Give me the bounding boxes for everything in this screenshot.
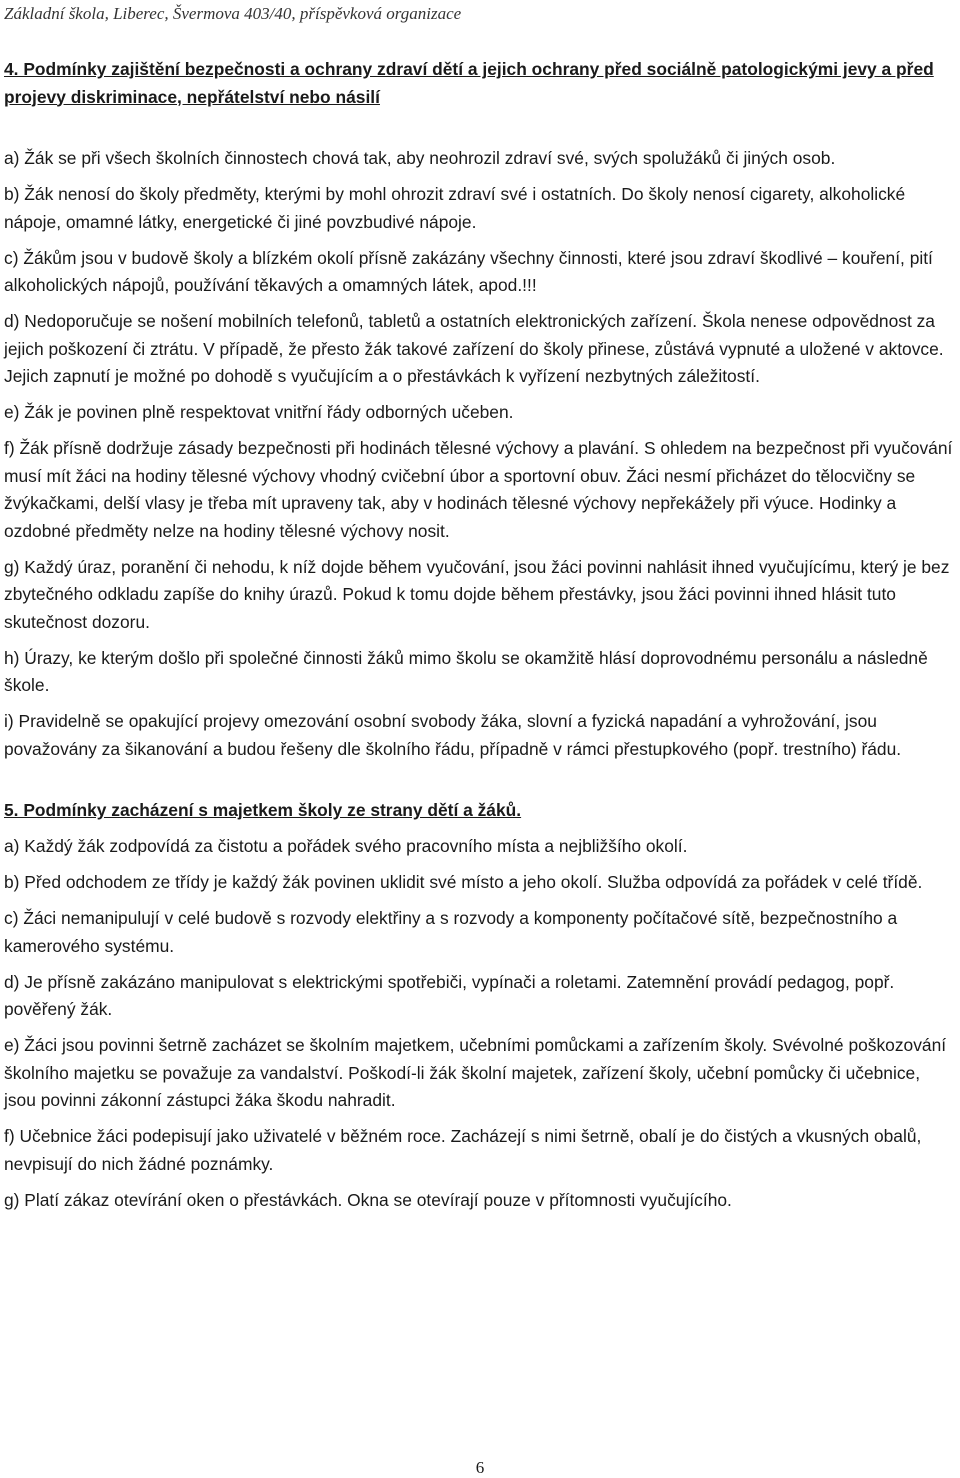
section-4-item-h: h) Úrazy, ke kterým došlo při společné činnosti žáků mimo školu se okamžitě hlásí doprovodnému personálu a následně škole. [4, 647, 928, 695]
section-5-item-d: d) Je přísně zakázáno manipulovat s elektrickými spotřebiči, vypínači a roletami. Zatemnění provádí pedagog, popř. pověřený žák. [4, 971, 895, 1019]
section-4-item-b: b) Žák nenosí do školy předměty, kterými by mohl ohrozit zdraví své i ostatních. Do školy nenosí cigarety, alkoholické nápoje, omamné látky, energetické či jiné povzbudivé nápoje. [4, 184, 906, 232]
section-4-item-e: e) Žák je povinen plně respektovat vnitřní řády odborných učeben. [4, 402, 514, 422]
running-header: Základní škola, Liberec, Švermova 403/40, příspěvková organizace [4, 4, 462, 23]
section-5-item-f: f) Učebnice žáci podepisují jako uživatelé v běžném roce. Zacházejí s nimi šetrně, obalí je do čistých a vkusných obalů, nevpisují do nich žádné poznámky. [4, 1126, 922, 1174]
section-4-item-g: g) Každý úraz, poranění či nehodu, k níž dojde během vyučování, jsou žáci povinni nahlásit ihned vyučujícímu, který je bez zbytečného odkladu zapíše do knihy úrazů. Pokud k tomu dojde během přestávky, jsou žáci povinni ihned hlásit tuto skutečnost dozoru. [4, 556, 950, 632]
section-4-item-d: d) Nedoporučuje se nošení mobilních telefonů, tabletů a ostatních elektronických zařízení. Škola nenese odpovědnost za jejich poškození či ztrátu. V případě, že přesto žák takové zařízení do školy přinese, zůstává vypnuté a uložené v aktovce. Jejich zapnutí je možné po dohodě s vyučujícím a o přestávkách k vyřízení nezbytných záležitostí. [4, 311, 944, 386]
section-5-item-c: c) Žáci nemanipulují v celé budově s rozvody elektřiny a s rozvody a komponenty počítačové sítě, bezpečnostního a kamerového systému. [4, 908, 898, 956]
section-4-item-c: c) Žákům jsou v budově školy a blízkém okolí přísně zakázány všechny činnosti, které jsou zdraví škodlivé – kouření, pití alkoholických nápojů, používání těkavých a omamných látek, apod.!!! [4, 247, 933, 295]
page-content [4, 56, 956, 1214]
section-5-item-g: g) Platí zákaz otevírání oken o přestávkách. Okna se otevírají pouze v přítomnosti vyučujícího. [4, 1189, 732, 1210]
section-5-item-a: a) Každý žák zodpovídá za čistotu a pořádek svého pracovního místa a nejbližšího okolí. [4, 836, 688, 856]
section-4-heading: 4. Podmínky zajištění bezpečnosti a ochrany zdraví dětí a jejich ochrany před sociálně patologickými jevy a před projevy diskriminace, nepřátelství nebo násilí [4, 59, 934, 107]
section-4-item-a: a) Žák se při všech školních činnostech chová tak, aby neohrozil zdraví své, svých spolužáků či jiných osob. [4, 148, 836, 168]
section-5-item-e: e) Žáci jsou povinni šetrně zacházet se školním majetkem, učebními pomůckami a zařízením školy. Svévolné poškozování školního majetku se považuje za vandalství. Poškodí-li žák školní majetek, zařízení školy, učební pomůcky či učebnice, jsou povinni zákonní zástupci žáka škodu nahradit. [4, 1035, 947, 1110]
section-4-item-f: f) Žák přísně dodržuje zásady bezpečnosti při hodinách tělesné výchovy a plavání. S ohledem na bezpečnost při vyučování musí mít žáci na hodiny tělesné výchovy vhodný cvičební úbor a sportovní obuv. Žáci nesmí přicházet do tělocvičny se žvýkačkami, delší vlasy je třeba mít upraveny tak, aby v hodinách tělesné výchovy nepřekážely při výuce. Hodinky a ozdobné předměty nelze na hodiny tělesné výchovy nosit. [4, 438, 953, 541]
section-5-item-b: b) Před odchodem ze třídy je každý žák povinen uklidit své místo a jeho okolí. Služba odpovídá za pořádek v celé třídě. [4, 872, 923, 892]
section-5-heading: 5. Podmínky zacházení s majetkem školy ze strany dětí a žáků. [4, 800, 522, 820]
section-4-item-i: i) Pravidelně se opakující projevy omezování osobní svobody žáka, slovní a fyzická napadání a vyhrožování, jsou považovány za šikanování a budou řešeny dle školního řádu, případně v rámci přestupkového (popř. trestního) řádu. [4, 711, 902, 759]
page-number: 6 [475, 1458, 485, 1477]
